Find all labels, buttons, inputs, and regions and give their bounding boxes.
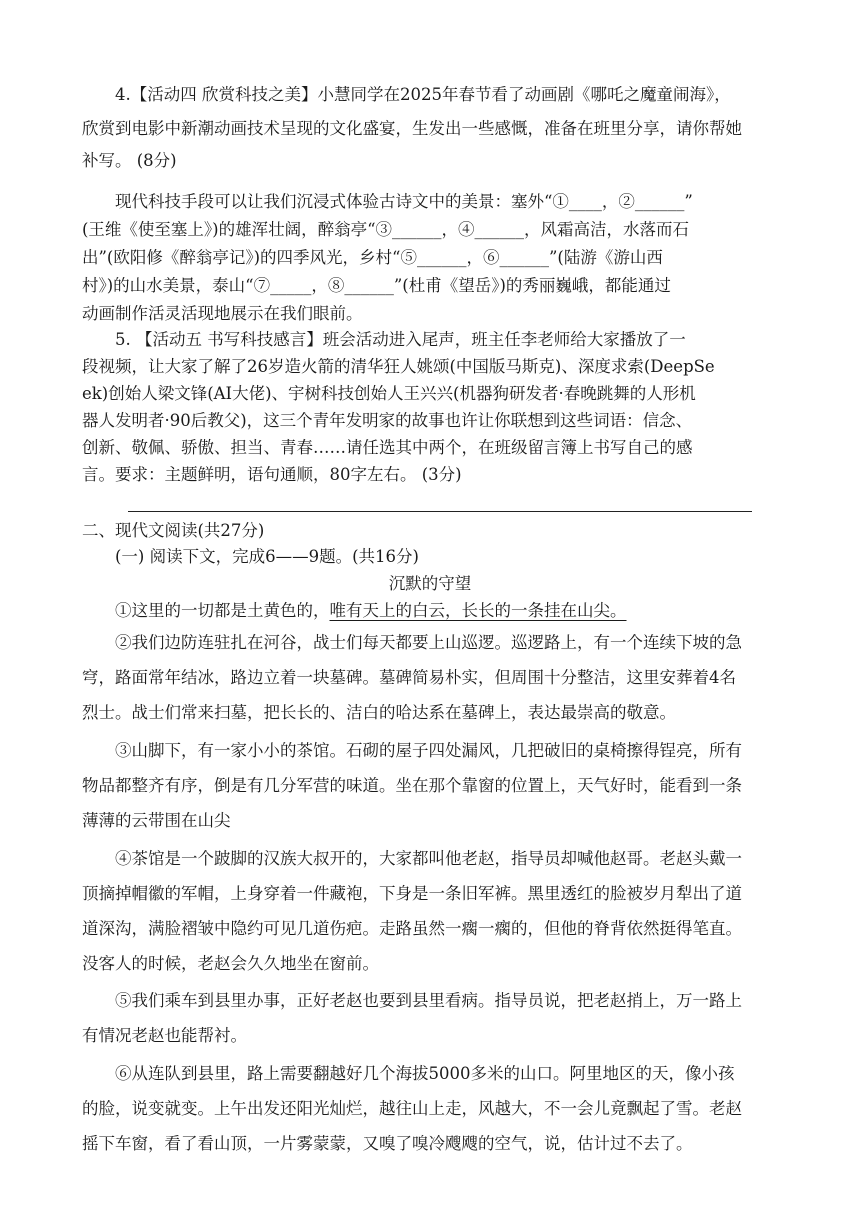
paragraph-1-underlined: 唯有天上的白云，长长的一条挂在山尖。	[329, 601, 627, 620]
article-paragraph-2-line-3: 烈士。战士们常来扫墓，把长长的、洁白的哈达系在墓碑上，表达最崇高的敬意。	[82, 703, 676, 722]
q4-fill-line-3: 出”(欧阳修《醉翁亭记》)的四季风光，乡村“⑤______，⑥______”(陆游《游山西	[82, 248, 663, 267]
q5-line-2: 段视频，让大家了解了26岁造火箭的清华狂人姚颂(中国版马斯克)、深度求索(DeepSe	[82, 357, 715, 376]
answer-line	[128, 511, 752, 512]
article-paragraph-4-line-3: 道深沟，满脸褶皱中隐约可见几道伤疤。走路虽然一瘸一瘸的，但他的脊背依然挺得笔直。	[82, 919, 742, 938]
article-paragraph-2-line-1: ②我们边防连驻扎在河谷，战士们每天都要上山巡逻。巡逻路上，有一个连续下坡的急	[115, 633, 742, 652]
article-paragraph-4-line-4: 没客人的时候，老赵会久久地坐在窗前。	[82, 954, 379, 973]
section-heading: 二、现代文阅读(共27分)	[82, 521, 265, 540]
article-paragraph-6-line-3: 摇下车窗，看了看山顶，一片雾蒙蒙，又嗅了嗅冷飕飕的空气，说，估计过不去了。	[82, 1134, 693, 1153]
q4-fill-line-4: 村》)的山水美景，泰山“⑦_____，⑧______”(杜甫《望岳》)的秀丽巍峨，都能通过	[82, 276, 671, 295]
q5-line-1: 5. 【活动五 书写科技感言】班会活动进入尾声，班主任李老师给大家播放了一	[115, 330, 686, 349]
article-paragraph-3-line-1: ③山脚下，有一家小小的茶馆。石砌的屋子四处漏风，几把破旧的桌椅擦得锃亮，所有	[115, 741, 742, 760]
q5-line-6: 言。要求：主题鲜明，语句通顺，80字左右。 (3分)	[82, 465, 462, 484]
q5-line-4: 器人发明者·90后教父)，这三个青年发明家的故事也许让你联想到这些词语：信念、	[82, 411, 693, 430]
article-paragraph-5-line-2: 有情况老赵也能帮衬。	[82, 1026, 247, 1045]
q4-fill-line-5: 动画制作活灵活现地展示在我们眼前。	[82, 304, 363, 323]
q5-line-5: 创新、敬佩、骄傲、担当、青春……请任选其中两个，在班级留言簿上书写自己的感	[82, 438, 693, 457]
article-paragraph-3-line-3: 薄薄的云带围在山尖	[82, 811, 231, 830]
paragraph-1-text: ①这里的一切都是土黄色的，	[115, 601, 330, 620]
article-paragraph-4-line-1: ④茶馆是一个跛脚的汉族大叔开的，大家都叫他老赵，指导员却喊他赵哥。老赵头戴一	[115, 849, 742, 868]
q4-line-2: 欣赏到电影中新潮动画技术呈现的文化盛宴，生发出一些感慨，准备在班里分享，请你帮她	[82, 119, 742, 138]
article-paragraph-5-line-1: ⑤我们乘车到县里办事，正好老赵也要到县里看病。指导员说，把老赵捎上，万一路上	[115, 991, 742, 1010]
article-title: 沉默的守望	[388, 574, 472, 593]
article-paragraph-2-line-2: 穹，路面常年结冰，路边立着一块墓碑。墓碑简易朴实，但周围十分整洁，这里安葬着4名	[82, 668, 736, 687]
q4-line-3: 补写。 (8分)	[82, 151, 177, 170]
q4-fill-line-2: (王维《使至塞上》)的雄浑壮阔，醉翁亭“③______，④______，风霜高洁，水落而石	[82, 220, 690, 239]
article-paragraph-3-line-2: 物品都整齐有序，倒是有几分军营的味道。坐在那个靠窗的位置上，天气好时，能看到一条	[82, 776, 742, 795]
article-paragraph-1	[82, 596, 782, 626]
article-paragraph-4-line-2: 顶摘掉帽徽的军帽，上身穿着一件藏袍，下身是一条旧军裤。黑里透红的脸被岁月犁出了道	[82, 884, 742, 903]
q4-fill-line-1: 现代科技手段可以让我们沉浸式体验古诗文中的美景：塞外“①____，②______”	[115, 192, 693, 211]
q4-line-1: 4.【活动四 欣赏科技之美】小慧同学在2025年春节看了动画剧《哪吒之魔童闹海》，	[115, 85, 731, 104]
article-paragraph-6-line-2: 的脸，说变就变。上午出发还阳光灿烂，越往山上走，风越大，不一会儿竟飘起了雪。老赵	[82, 1099, 742, 1118]
q5-line-3: ek)创始人梁文锋(AI大佬)、宇树科技创始人王兴兴(机器狗研发者·春晚跳舞的人形机	[82, 384, 696, 403]
section-subheading: (一) 阅读下文，完成6——9题。(共16分)	[115, 547, 419, 566]
article-paragraph-6-line-1: ⑥从连队到县里，路上需要翻越好几个海拔5000多米的山口。阿里地区的天，像小孩	[115, 1064, 735, 1083]
